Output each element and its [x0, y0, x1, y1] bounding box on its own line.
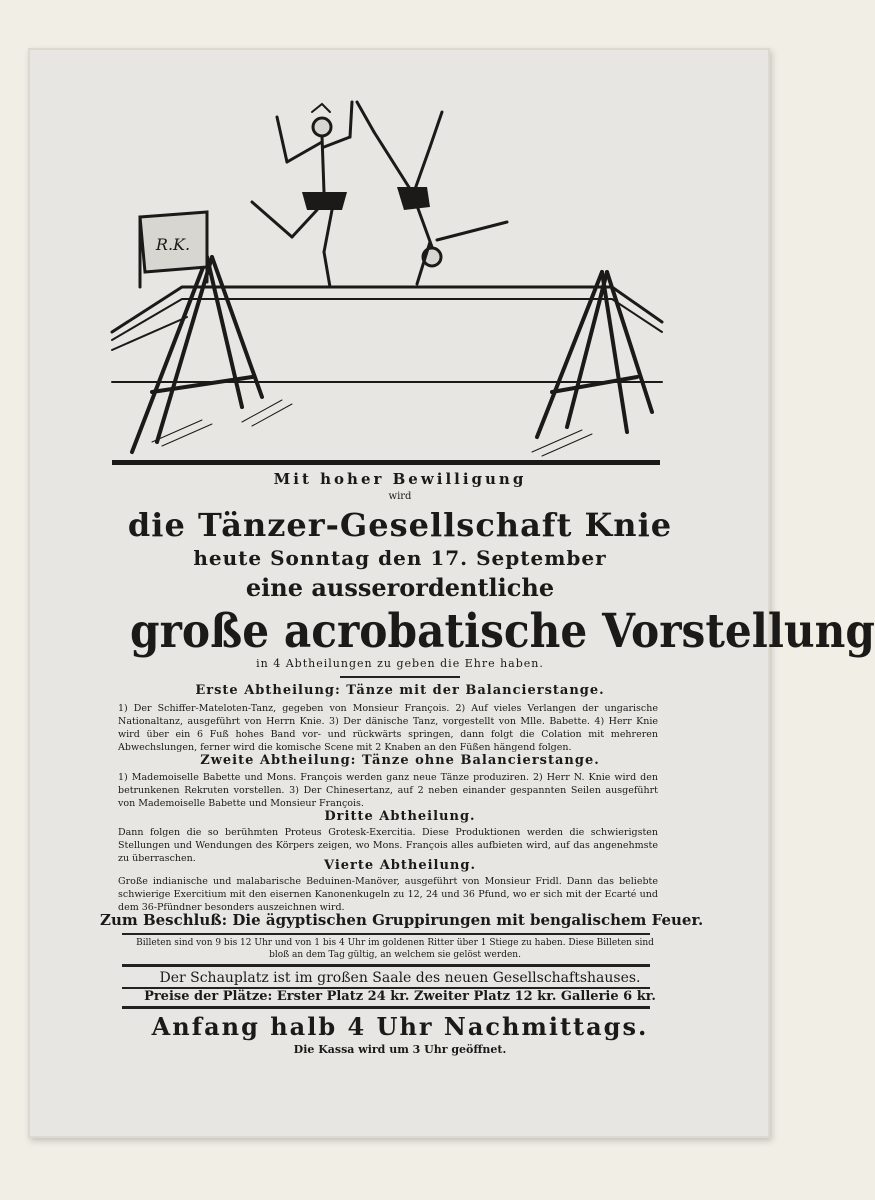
headline: große acrobatische Vorstellung [130, 604, 875, 659]
permission-line: Mit hoher Bewilligung [273, 470, 527, 488]
extra-line: eine ausserordentliche [245, 573, 555, 602]
date-line: heute Sonntag den 17. September [193, 546, 607, 570]
banner-monogram: R.K. [155, 235, 191, 254]
section-text-2: 1) Mademoiselle Babette und Mons. François werden ganz neue Tänze produziren. 2) Herr N. Knie wird den betrunkenen Rekruten vorstellen. 3) Der Chinesertanz, auf 2 neben einander gespannten Seilen ausgeführt von Mademoiselle Babette und Monsieur François. [118, 772, 658, 809]
section-heading-4: Vierte Abtheilung. [323, 858, 477, 873]
box-office-line: Die Kassa wird um 3 Uhr geöffnet. [293, 1043, 507, 1056]
ticket-info: Billeten sind von 9 bis 12 Uhr und von 1 bis 4 Uhr im goldenen Ritter über 1 Stiege zu haben. Diese Billeten sind bloß an dem Tag gültig, an welchem sie gelöst werden. [136, 938, 654, 960]
section-text-1: 1) Der Schiffer-Mateloten-Tanz, gegeben von Monsieur François. 2) Auf vieles Verlangen der ungarische Nationaltanz, ausgeführt von Herrn Knie. 3) Der dänische Tanz, vorgestellt von Mlle. Babette. 4) Herr Knie wird über ein 6 Fuß hohes Band vor- und rückwärts springen, dann folgt die Colation mit mehreren Abwechslungen, ferner wird die komische Scene mit 2 Knaben an den Füßen hängend folgen. [118, 703, 658, 753]
sections-line: in 4 Abtheilungen zu geben die Ehre haben. [256, 657, 544, 670]
divider-rule [122, 964, 650, 967]
section-heading-3: Dritte Abtheilung. [324, 809, 476, 824]
divider-rule [340, 676, 460, 678]
section-heading-2: Zweite Abtheilung: Tänze ohne Balancierstange. [200, 753, 600, 768]
woodcut-illustration [112, 92, 662, 470]
start-time: Anfang halb 4 Uhr Nachmittags. [151, 1012, 649, 1041]
prices-line: Preise der Plätze: Erster Platz 24 kr. Zweiter Platz 12 kr. Gallerie 6 kr. [144, 989, 656, 1004]
finale-line: Zum Beschluß: Die ägyptischen Gruppirungen mit bengalischem Feuer. [100, 911, 704, 929]
section-heading-1: Erste Abtheilung: Tänze mit der Balancierstange. [195, 683, 605, 698]
venue-line: Der Schauplatz ist im großen Saale des neuen Gesellschaftshauses. [159, 970, 641, 986]
section-text-4: Große indianische und malabarische Beduinen-Manöver, ausgeführt von Monsieur Fridl. Dann das beliebte schwierige Exercitium mit den eisernen Kanonenkugeln zu 12, 24 und 36 Pfund, wo er sich mit der Ecarté und dem 36-Pfündner besonders auszeichnen wird. [118, 876, 658, 913]
divider-rule [122, 933, 650, 935]
company-title: die Tänzer-Gesellschaft Knie [127, 506, 673, 544]
wird-line: wird [388, 491, 412, 502]
section-text-3: Dann folgen die so berühmten Proteus Grotesk-Exercitia. Diese Produktionen werden die schwierigsten Stellungen und Wendungen des Körpers zeigen, wo Mons. François alles aufbieten wird, auf das angenehmste zu überraschen. [118, 827, 658, 864]
divider-rule [122, 1006, 650, 1009]
